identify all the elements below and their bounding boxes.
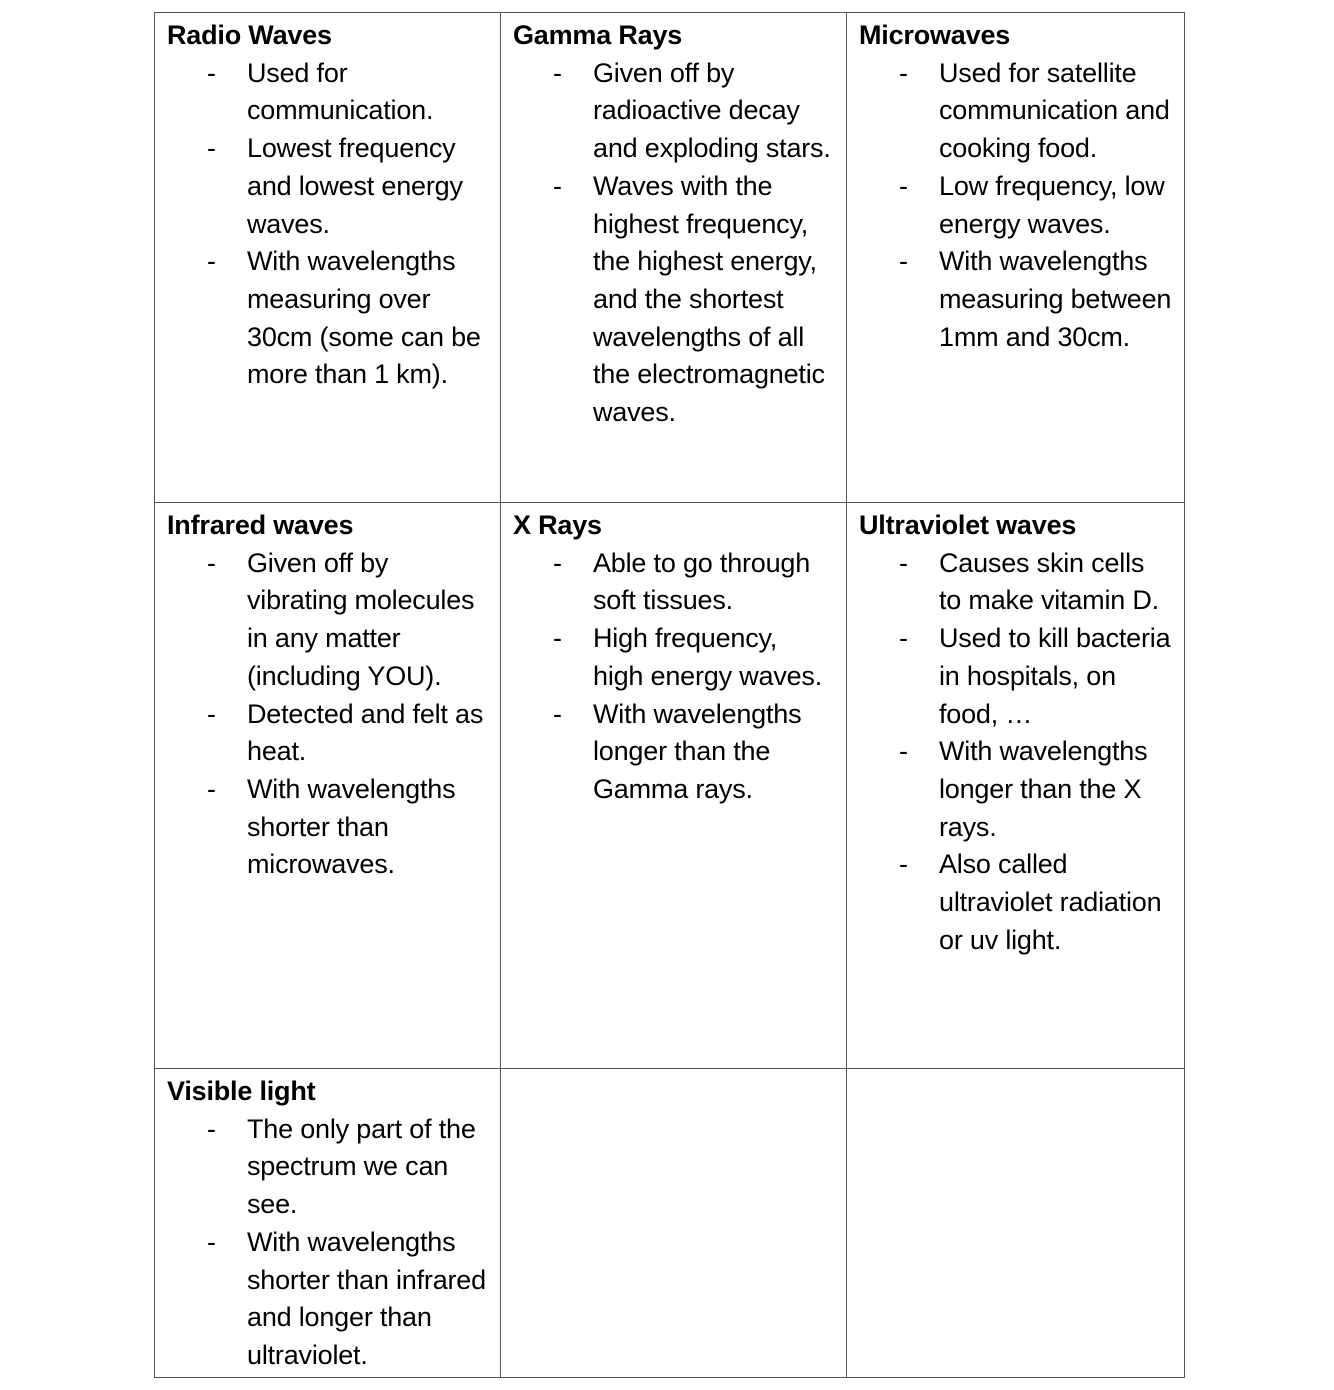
table-row — [155, 503, 1185, 1069]
cell-title: Radio Waves — [167, 20, 332, 50]
bullet-text: Causes skin cells to make vitamin D. — [939, 547, 1159, 616]
bullet-list — [167, 1111, 488, 1375]
bullet-dash: - — [553, 57, 562, 88]
bullet-dash: - — [207, 57, 216, 88]
list-item — [513, 55, 834, 168]
em-spectrum-table — [154, 12, 1185, 1378]
bullet-list — [167, 545, 488, 884]
cell-title: Ultraviolet waves — [859, 510, 1077, 540]
bullet-list — [513, 545, 834, 809]
empty-cell — [501, 1069, 847, 1378]
list-item — [513, 696, 834, 809]
list-item — [859, 545, 1172, 620]
list-item — [859, 620, 1172, 733]
cell-ultraviolet-waves — [847, 503, 1185, 1069]
cell-title: X Rays — [513, 510, 602, 540]
bullet-text: With wavelengths longer than the Gamma rays. — [593, 698, 802, 804]
bullet-dash: - — [899, 849, 908, 880]
bullet-dash: - — [553, 698, 562, 729]
bullet-list — [859, 545, 1172, 960]
cell-title: Visible light — [167, 1076, 316, 1106]
cell-title: Gamma Rays — [513, 20, 683, 50]
bullet-dash: - — [207, 773, 216, 804]
list-item — [167, 545, 488, 696]
cell-infrared-waves — [155, 503, 501, 1069]
list-item — [859, 846, 1172, 959]
list-item — [167, 1224, 488, 1375]
bullet-text: Detected and felt as heat. — [247, 698, 484, 767]
cell-visible-light — [155, 1069, 501, 1378]
bullet-dash: - — [899, 736, 908, 767]
cell-radio-waves — [155, 13, 501, 503]
bullet-dash: - — [899, 547, 908, 578]
bullet-text: Used for communication. — [247, 57, 434, 126]
bullet-dash: - — [553, 623, 562, 654]
bullet-dash: - — [207, 547, 216, 578]
list-item — [167, 243, 488, 394]
bullet-dash: - — [553, 170, 562, 201]
list-item — [167, 696, 488, 771]
list-item — [859, 55, 1172, 168]
cell-x-rays — [501, 503, 847, 1069]
list-item — [859, 733, 1172, 846]
bullet-text: With wavelengths shorter than infrared and longer than ultraviolet. — [247, 1226, 486, 1370]
bullet-text: Waves with the highest frequency, the highest energy, and the shortest wavelengths of all the electromagnetic waves. — [593, 170, 825, 428]
bullet-text: Used to kill bacteria in hospitals, on food, … — [939, 623, 1171, 729]
bullet-dash: - — [207, 133, 216, 164]
bullet-text: With wavelengths longer than the X rays. — [939, 736, 1148, 842]
empty-cell — [847, 1069, 1185, 1378]
list-item — [167, 1111, 488, 1224]
bullet-list — [167, 55, 488, 394]
bullet-text: Able to go through soft tissues. — [593, 547, 811, 616]
bullet-dash: - — [207, 246, 216, 277]
bullet-list — [513, 55, 834, 432]
cell-title: Microwaves — [859, 20, 1011, 50]
bullet-text: High frequency, high energy waves. — [593, 623, 823, 691]
list-item — [167, 130, 488, 243]
bullet-text: With wavelengths measuring over 30cm (some can be more than 1 km). — [247, 246, 481, 390]
bullet-text: Given off by vibrating molecules in any matter (including YOU). — [247, 547, 475, 691]
bullet-text: With wavelengths shorter than microwaves. — [247, 773, 456, 880]
cell-gamma-rays — [501, 13, 847, 503]
bullet-list — [859, 55, 1172, 357]
list-item — [513, 168, 834, 432]
table-row — [155, 13, 1185, 503]
bullet-dash: - — [553, 547, 562, 578]
list-item — [859, 243, 1172, 356]
bullet-text: The only part of the spectrum we can see. — [247, 1113, 476, 1220]
bullet-text: Also called ultraviolet radiation or uv light. — [939, 849, 1162, 955]
bullet-dash: - — [207, 1226, 216, 1257]
bullet-text: Used for satellite communication and cooking food. — [939, 57, 1170, 164]
table-row — [155, 1069, 1185, 1378]
bullet-dash: - — [899, 246, 908, 277]
bullet-text: Given off by radioactive decay and exploding stars. — [593, 57, 831, 164]
bullet-text: Lowest frequency and lowest energy waves. — [247, 133, 463, 239]
bullet-dash: - — [899, 57, 908, 88]
bullet-dash: - — [899, 623, 908, 654]
list-item — [167, 771, 488, 884]
bullet-dash: - — [899, 170, 908, 201]
list-item — [513, 620, 834, 695]
bullet-dash: - — [207, 1113, 216, 1144]
list-item — [859, 168, 1172, 243]
cell-title: Infrared waves — [167, 510, 354, 540]
list-item — [513, 545, 834, 620]
bullet-text: Low frequency, low energy waves. — [939, 170, 1165, 239]
list-item — [167, 55, 488, 130]
cell-microwaves — [847, 13, 1185, 503]
bullet-dash: - — [207, 698, 216, 729]
bullet-text: With wavelengths measuring between 1mm and 30cm. — [939, 246, 1172, 352]
